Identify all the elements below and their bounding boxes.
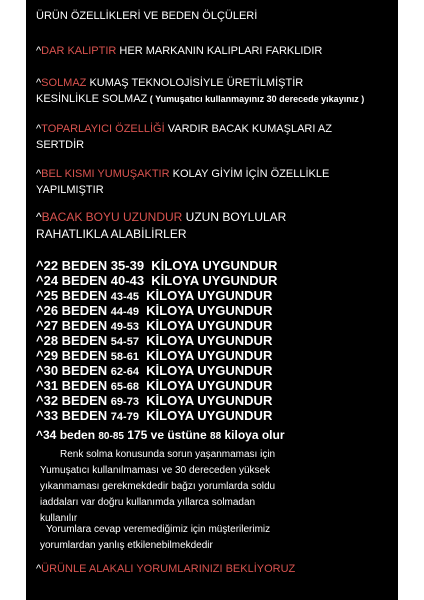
size-label: ^28 BEDEN xyxy=(36,333,108,348)
weight-range: 65-68 xyxy=(110,381,139,393)
weight-range: 58-61 xyxy=(110,351,139,363)
size-text: KİLOYA UYGUNDUR xyxy=(151,258,278,273)
size-label: ^27 BEDEN xyxy=(36,318,108,333)
weight-range: 49-53 xyxy=(110,321,139,333)
size-row xyxy=(36,258,277,273)
size-row xyxy=(36,333,272,348)
size-row xyxy=(36,408,272,423)
note-2-line-1: Yorumlara cevap veremediğimiz için müşterilerimiz xyxy=(46,524,271,535)
size-row xyxy=(36,303,272,318)
size-row xyxy=(36,288,272,303)
size-text: KİLOYA UYGUNDUR xyxy=(146,363,273,378)
size-row xyxy=(36,363,272,378)
size-label: ^30 BEDEN xyxy=(36,363,108,378)
size-text: KİLOYA UYGUNDUR xyxy=(146,303,273,318)
note-1-line-3: yıkanmaması gerekmekdedir bağzı yorumlarda soldu xyxy=(40,481,276,492)
size-label: ^29 BEDEN xyxy=(36,348,108,363)
size-row xyxy=(36,378,272,393)
weight-range: 35-39 xyxy=(110,258,145,273)
note-2-line-2: yorumlardan yanlış etkilenebilmekdedir xyxy=(40,540,213,551)
size-text: KİLOYA UYGUNDUR xyxy=(146,393,273,408)
feature-2: ^SOLMAZ KUMAŞ TEKNOLOJİSİYLE ÜRETİLMİŞTİR xyxy=(36,77,304,89)
size-label: ^24 BEDEN xyxy=(36,273,108,288)
size-row-34: ^34 beden 80-85 175 ve üstüne 88 kiloya olur xyxy=(36,428,285,442)
weight-range: 43-45 xyxy=(110,291,139,303)
feature-4: ^BEL KISMI YUMUŞAKTIR KOLAY GİYİM İÇİN ÖZELLİKLE xyxy=(36,168,330,180)
title: ÜRÜN ÖZELLİKLERİ VE BEDEN ÖLÇÜLERİ xyxy=(36,10,258,22)
size-text: KİLOYA UYGUNDUR xyxy=(146,348,273,363)
feature-5: ^BACAK BOYU UZUNDUR UZUN BOYLULAR xyxy=(36,210,287,224)
feature-1: ^DAR KALIPTIR HER MARKANIN KALIPLARI FARKLIDIR xyxy=(36,45,323,57)
size-label: ^22 BEDEN xyxy=(36,258,108,273)
weight-range: 44-49 xyxy=(110,306,139,318)
size-text: KİLOYA UYGUNDUR xyxy=(146,378,273,393)
size-row xyxy=(36,393,272,408)
size-label: ^33 BEDEN xyxy=(36,408,108,423)
weight-range: 62-64 xyxy=(110,366,139,378)
size-label: ^25 BEDEN xyxy=(36,288,108,303)
weight-range: 54-57 xyxy=(110,336,139,348)
size-text: KİLOYA UYGUNDUR xyxy=(146,318,273,333)
size-text: KİLOYA UYGUNDUR xyxy=(146,288,273,303)
feature-5-cont: RAHATLIKLA ALABİLİRLER xyxy=(36,227,187,241)
note-1-line-5: kullanılır xyxy=(40,513,78,524)
size-label: ^26 BEDEN xyxy=(36,303,108,318)
size-text: KİLOYA UYGUNDUR xyxy=(146,333,273,348)
size-text: KİLOYA UYGUNDUR xyxy=(151,273,278,288)
weight-range: 69-73 xyxy=(110,396,139,408)
size-label: ^31 BEDEN xyxy=(36,378,108,393)
feature-3: ^TOPARLAYICI ÖZELLİĞİ VARDIR BACAK KUMAŞLARI AZ xyxy=(36,123,332,135)
weight-range: 74-79 xyxy=(110,411,139,423)
feature-3-cont: SERTDİR xyxy=(36,139,85,151)
size-row xyxy=(36,348,272,363)
note-1-line-2: Yumuşatıcı kullanılmaması ve 30 dereceden yüksek xyxy=(40,465,271,476)
product-info-panel xyxy=(26,0,398,600)
size-row xyxy=(36,318,272,333)
weight-range: 40-43 xyxy=(110,273,145,288)
note-1-line-4: iaddaları var doğru kullanımda yıllarca solmadan xyxy=(40,497,256,508)
size-text: KİLOYA UYGUNDUR xyxy=(146,408,273,423)
size-row xyxy=(36,273,277,288)
feature-2-cont: KESİNLİKLE SOLMAZ ( Yumuşatıcı kullanmayınız 30 derecede yıkayınız ) xyxy=(36,93,365,105)
feature-4-cont: YAPILMIŞTIR xyxy=(36,184,104,196)
note-1-line-1: Renk solma konusunda sorun yaşanmaması için xyxy=(60,449,276,460)
size-label: ^32 BEDEN xyxy=(36,393,108,408)
footer-note: ^ÜRÜNLE ALAKALI YORUMLARINIZI BEKLİYORUZ xyxy=(36,563,296,575)
